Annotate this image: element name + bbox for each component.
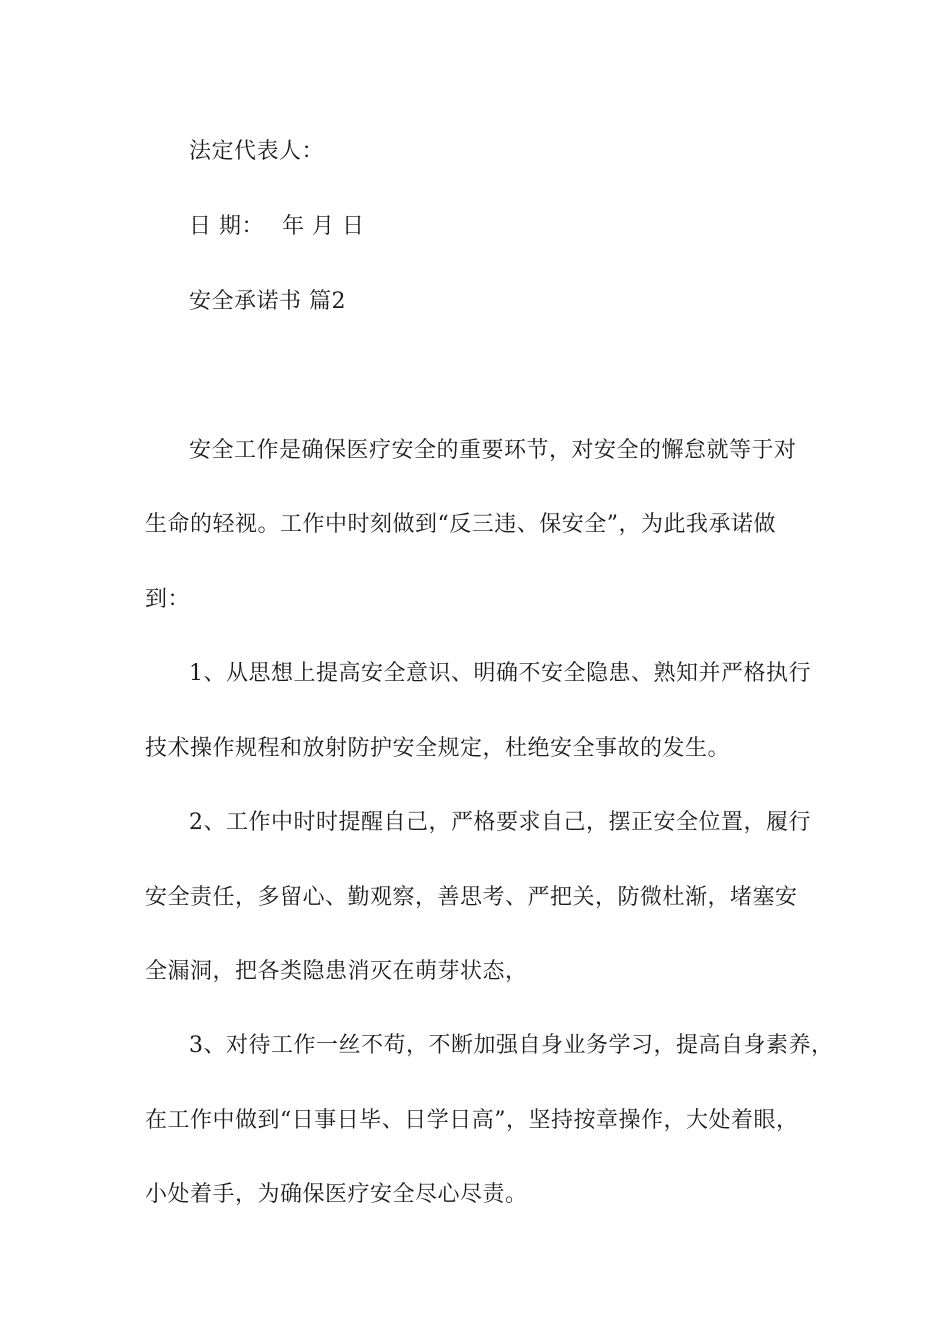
- legal-representative-line: 法定代表人：: [189, 139, 325, 164]
- paragraph-line: 到：: [145, 587, 191, 612]
- paragraph-line: 全漏洞，把各类隐患消灭在萌芽状态，: [145, 959, 528, 984]
- date-label: 日 期：: [189, 214, 264, 239]
- paragraph-line: 安全工作是确保医疗安全的重要环节，对安全的懈怠就等于对: [189, 438, 797, 463]
- date-fields: 年 月 日: [282, 214, 365, 239]
- paragraph-line: 1、从思想上提高安全意识、明确不安全隐患、熟知并严格执行: [189, 661, 811, 686]
- paragraph-line: 2、工作中时时提醒自己，严格要求自己，摆正安全位置，履行: [189, 810, 811, 835]
- paragraph-line: 小处着手，为确保医疗安全尽心尽责。: [145, 1182, 528, 1207]
- paragraph-line: 在工作中做到“日事日毕、日学日高”，坚持按章操作，大处着眼，: [145, 1108, 799, 1133]
- paragraph-line: 生命的轻视。工作中时刻做到“反三违、保安全”，为此我承诺做: [145, 512, 776, 537]
- paragraph-line: 安全责任，多留心、勤观察，善思考、严把关，防微杜渐，堵塞安: [145, 885, 798, 910]
- section-title: 安全承诺书 篇2: [189, 289, 346, 314]
- paragraph-line: 3、对待工作一丝不苟，不断加强自身业务学习，提高自身素养，: [189, 1033, 834, 1058]
- paragraph-line: 技术操作规程和放射防护安全规定，杜绝安全事故的发生。: [145, 736, 731, 761]
- date-line: [189, 212, 365, 242]
